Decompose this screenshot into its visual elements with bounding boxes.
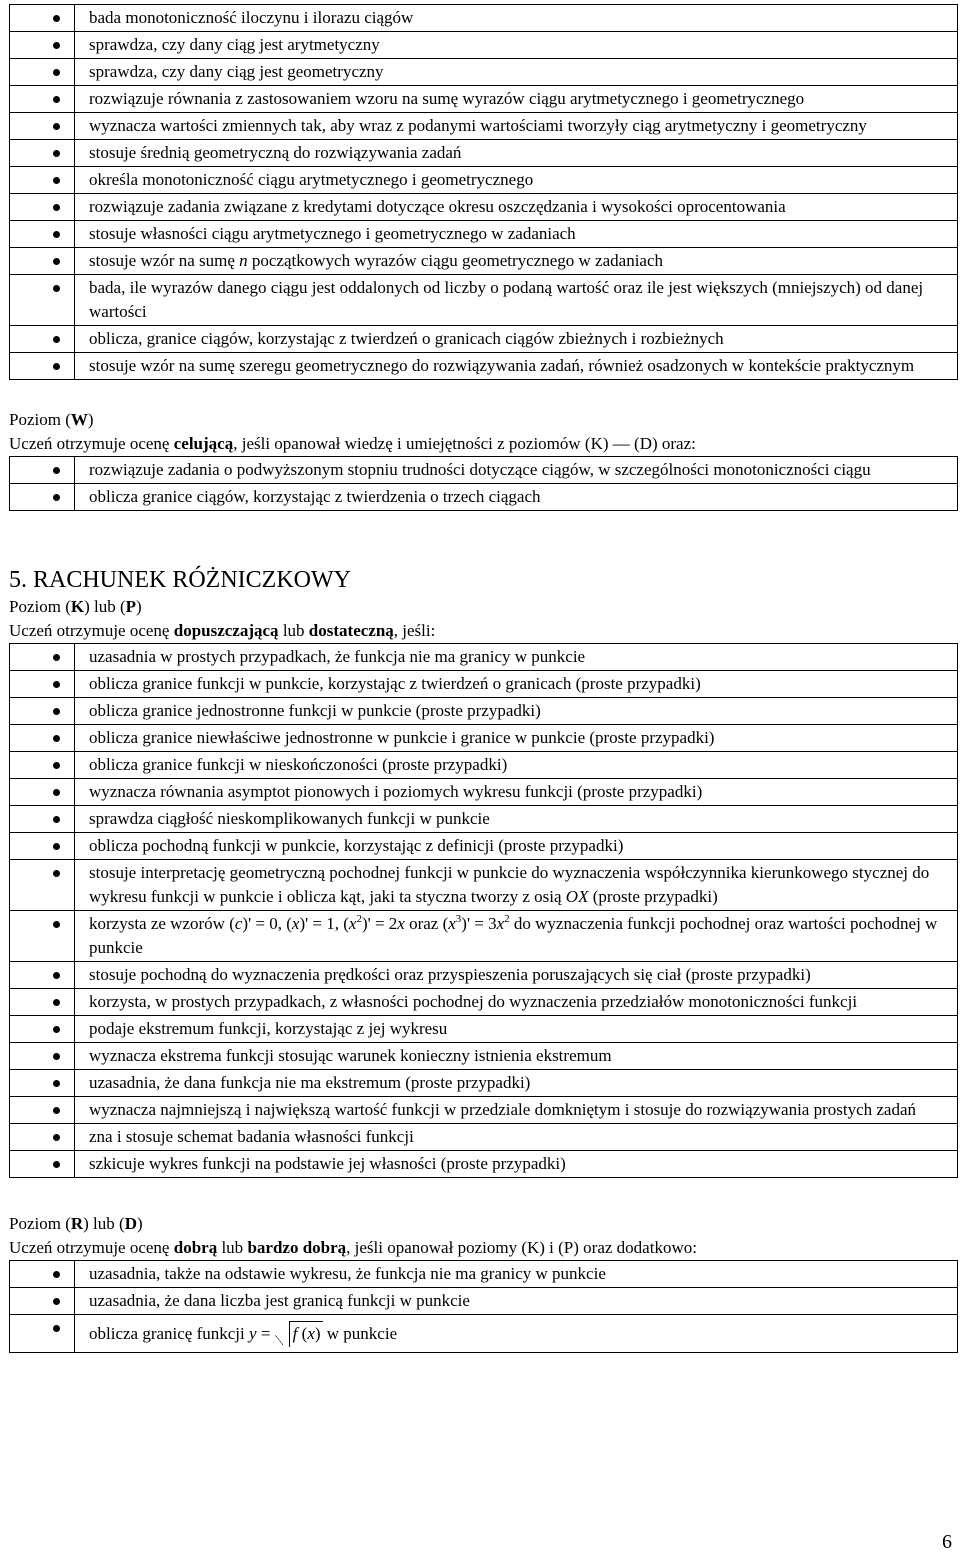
list-item-text: stosuje pochodną do wyznaczenia prędkości oraz przyspieszenia poruszających się ciał (proste przypadki) [75,962,958,989]
bullet-icon [53,972,60,979]
bullet-list-sequences [9,4,958,380]
list-item-text: sprawdza, czy dany ciąg jest geometryczny [75,59,958,86]
bullet-cell [10,484,75,511]
bullet-icon [53,96,60,103]
formula-part: x [448,914,456,933]
bullet-list-level-rd [9,1260,958,1353]
bullet-cell [10,779,75,806]
formula-part: 2 [356,913,362,925]
bullet-icon [53,336,60,343]
list-item [10,1124,958,1151]
bullet-cell [10,725,75,752]
list-item-text: stosuje średnią geometryczną do rozwiązywania zadań [75,140,958,167]
formula-x: x [307,1324,315,1343]
sqrt-icon [289,1321,323,1346]
list-item [10,1016,958,1043]
bullet-cell [10,275,75,326]
list-item-text [75,1315,958,1353]
list-item [10,221,958,248]
bullet-icon [53,999,60,1006]
list-item [10,167,958,194]
list-item [10,1043,958,1070]
text-part: oblicza granicę funkcji [89,1324,250,1343]
list-item-text: określa monotoniczność ciągu arytmetycznego i geometrycznego [75,167,958,194]
list-item [10,1315,958,1353]
bullet-cell [10,32,75,59]
level-kp-heading: Poziom (K) lub (P) [9,597,142,616]
bullet-icon [53,708,60,715]
bullet-icon [53,285,60,292]
text-part: początkowych wyrazów ciągu geometrycznego w zadaniach [247,251,664,270]
bullet-cell [10,113,75,140]
text-part: stosuje wzór na sumę [89,251,240,270]
bullet-icon [53,735,60,742]
list-item-text: uzasadnia, także na odstawie wykresu, że funkcja nie ma granicy w punkcie [75,1261,958,1288]
bullet-icon [53,467,60,474]
bullet-cell [10,221,75,248]
bullet-cell [10,1261,75,1288]
bullet-cell [10,194,75,221]
bullet-cell [10,752,75,779]
bullet-icon [53,1026,60,1033]
list-item-text [75,860,958,911]
bullet-icon [53,231,60,238]
list-item [10,1261,958,1288]
formula-part: do wyznaczenia funkcji pochodnej oraz wartości pochodnej w punkcie [89,914,938,957]
list-item [10,113,958,140]
formula-part: )' = 0, ( [242,914,292,933]
bullet-cell [10,1043,75,1070]
bullet-cell [10,1151,75,1178]
formula-part: x [291,914,300,933]
bullet-cell [10,326,75,353]
bullet-cell [10,962,75,989]
list-item [10,1288,958,1315]
text-part: w punkcie [322,1324,398,1343]
list-item-text: korzysta, w prostych przypadkach, z własności pochodnej do wyznaczenia przedziałów monotoniczności funkcji [75,989,958,1016]
level-w-heading: Poziom (W) [9,410,94,429]
list-item [10,1097,958,1124]
bullet-icon [53,42,60,49]
bullet-cell [10,644,75,671]
bullet-icon [53,363,60,370]
list-item-text: rozwiązuje równania z zastosowaniem wzoru na sumę wyrazów ciągu arytmetycznego i geometrycznego [75,86,958,113]
bullet-list-level-kp [9,643,958,1178]
formula-part: )' = 3 [461,914,497,933]
list-item-text: oblicza granice funkcji w punkcie, korzystając z twierdzeń o granicach (proste przypadki) [75,671,958,698]
bullet-cell [10,989,75,1016]
bullet-icon [53,870,60,877]
list-item [10,5,958,32]
page-number: 6 [942,1531,952,1553]
bullet-cell [10,860,75,911]
list-item [10,671,958,698]
list-item-text: uzasadnia w prostych przypadkach, że funkcja nie ma granicy w punkcie [75,644,958,671]
formula-part: oraz ( [404,914,449,933]
bullet-cell [10,1288,75,1315]
bullet-cell [10,833,75,860]
list-item [10,752,958,779]
italic-part: OX [565,887,589,906]
bullet-cell [10,457,75,484]
bullet-cell [10,671,75,698]
list-item [10,989,958,1016]
list-item [10,698,958,725]
list-item [10,806,958,833]
formula-part: x [397,914,405,933]
list-item-text: oblicza pochodną funkcji w punkcie, korzystając z definicji (proste przypadki) [75,833,958,860]
list-item-text: wyznacza najmniejszą i największą wartość funkcji w przedziale domkniętym i stosuje do rozwiązywania prostych zadań [75,1097,958,1124]
bullet-cell [10,1097,75,1124]
list-item [10,32,958,59]
list-item [10,86,958,113]
formula-close: ) [314,1324,321,1343]
list-item-text: stosuje wzór na sumę szeregu geometrycznego do rozwiązywania zadań, również osadzonych w kontekście praktycznym [75,353,958,380]
bullet-cell [10,806,75,833]
formula-f: f [292,1324,298,1343]
list-item [10,1151,958,1178]
list-item-text: zna i stosuje schemat badania własności funkcji [75,1124,958,1151]
list-item [10,860,958,911]
bullet-cell [10,167,75,194]
italic-part: n [239,251,248,270]
bullet-cell [10,698,75,725]
bullet-icon [53,1134,60,1141]
formula-part: 3 [455,913,462,925]
list-item [10,353,958,380]
formula-part: )' = 1, ( [299,914,349,933]
list-item [10,911,958,962]
list-item [10,484,958,511]
list-item [10,779,958,806]
bullet-icon [53,150,60,157]
bullet-icon [53,1107,60,1114]
level-rd-intro: Uczeń otrzymuje ocenę dobrą lub bardzo dobrą, jeśli opanował poziomy (K) i (P) oraz dodatkowo: [9,1238,697,1257]
list-item [10,644,958,671]
list-item-text: sprawdza, czy dany ciąg jest arytmetyczny [75,32,958,59]
bullet-icon [53,1161,60,1168]
list-item-text: uzasadnia, że dana funkcja nie ma ekstremum (proste przypadki) [75,1070,958,1097]
formula-part: x [348,914,357,933]
bullet-cell [10,1124,75,1151]
bullet-icon [53,1080,60,1087]
list-item-text: stosuje własności ciągu arytmetycznego i geometrycznego w zadaniach [75,221,958,248]
list-item [10,326,958,353]
bullet-icon [53,762,60,769]
list-item-text: szkicuje wykres funkcji na podstawie jej własności (proste przypadki) [75,1151,958,1178]
bullet-icon [53,789,60,796]
level-rd-heading: Poziom (R) lub (D) [9,1214,143,1233]
formula-part: x [496,914,505,933]
bullet-cell [10,86,75,113]
formula-open: ( [297,1324,308,1343]
list-item [10,833,958,860]
list-item [10,194,958,221]
bullet-icon [53,494,60,501]
bullet-icon [53,258,60,265]
text-part: (proste przypadki) [588,887,718,906]
list-item [10,725,958,752]
formula-y: y [249,1324,257,1343]
list-item-text: rozwiązuje zadania związane z kredytami dotyczące okresu oszczędzania i wysokości oprocentowania [75,194,958,221]
bullet-icon [53,681,60,688]
level-kp-intro: Uczeń otrzymuje ocenę dopuszczającą lub dostateczną, jeśli: [9,621,436,640]
bullet-icon [53,123,60,130]
list-item-text: podaje ekstremum funkcji, korzystając z jej wykresu [75,1016,958,1043]
bullet-cell [10,1016,75,1043]
list-item-text: oblicza, granice ciągów, korzystając z twierdzeń o granicach ciągów zbieżnych i rozbieżnych [75,326,958,353]
list-item [10,1070,958,1097]
bullet-icon [53,843,60,850]
list-item-text: bada monotoniczność iloczynu i ilorazu ciągów [75,5,958,32]
list-item-text: uzasadnia, że dana liczba jest granicą funkcji w punkcie [75,1288,958,1315]
bullet-icon [53,1053,60,1060]
list-item [10,275,958,326]
list-item-text: wyznacza ekstrema funkcji stosując warunek konieczny istnienia ekstremum [75,1043,958,1070]
bullet-cell [10,353,75,380]
bullet-icon [53,15,60,22]
list-item-text: bada, ile wyrazów danego ciągu jest oddalonych od liczby o podaną wartość oraz ile jest większych (mniejszych) od danej wartości [75,275,958,326]
bullet-cell [10,5,75,32]
section-title: 5. RACHUNEK RÓŻNICZKOWY [9,567,351,593]
list-item-text: oblicza granice funkcji w nieskończoności (proste przypadki) [75,752,958,779]
text-part: stosuje interpretację geometryczną pochodnej funkcji w punkcie do wyznaczenia współczynnika kierunkowego stycznej do wykresu funkcji w punkcie i oblicza kąt, jaki ta styczna tworzy z osią [89,863,930,906]
list-item-text [75,248,958,275]
formula-eq: = [256,1324,275,1343]
bullet-cell [10,911,75,962]
bullet-list-level-w [9,456,958,511]
list-item [10,59,958,86]
bullet-cell [10,1315,75,1353]
bullet-cell [10,59,75,86]
bullet-icon [53,1271,60,1278]
list-item-text: wyznacza wartości zmiennych tak, aby wraz z podanymi wartościami tworzyły ciąg arytmetyczny i geometryczny [75,113,958,140]
bullet-cell [10,140,75,167]
formula-part: c [234,914,243,933]
bullet-icon [53,654,60,661]
bullet-cell [10,1070,75,1097]
bullet-icon [53,69,60,76]
bullet-icon [53,204,60,211]
list-item-text: wyznacza równania asymptot pionowych i poziomych wykresu funkcji (proste przypadki) [75,779,958,806]
list-item [10,140,958,167]
list-item-text [75,911,958,962]
list-item [10,962,958,989]
bullet-icon [53,816,60,823]
bullet-icon [53,1325,60,1332]
list-item-text: oblicza granice ciągów, korzystając z twierdzenia o trzech ciągach [75,484,958,511]
formula-part: 2 [504,913,510,925]
bullet-icon [53,921,60,928]
level-w-intro: Uczeń otrzymuje ocenę celującą, jeśli opanował wiedzę i umiejętności z poziomów (K) — (D) oraz: [9,434,696,453]
list-item-text: oblicza granice jednostronne funkcji w punkcie (proste przypadki) [75,698,958,725]
bullet-icon [53,1298,60,1305]
list-item-text: oblicza granice niewłaściwe jednostronne w punkcie i granice w punkcie (proste przypadki) [75,725,958,752]
formula-part: korzysta ze wzorów ( [89,914,235,933]
list-item [10,457,958,484]
list-item-text: sprawdza ciągłość nieskomplikowanych funkcji w punkcie [75,806,958,833]
bullet-icon [53,177,60,184]
list-item [10,248,958,275]
bullet-cell [10,248,75,275]
list-item-text: rozwiązuje zadania o podwyższonym stopniu trudności dotyczące ciągów, w szczególności monotoniczności ciągu [75,457,958,484]
formula-part: )' = 2 [361,914,398,933]
